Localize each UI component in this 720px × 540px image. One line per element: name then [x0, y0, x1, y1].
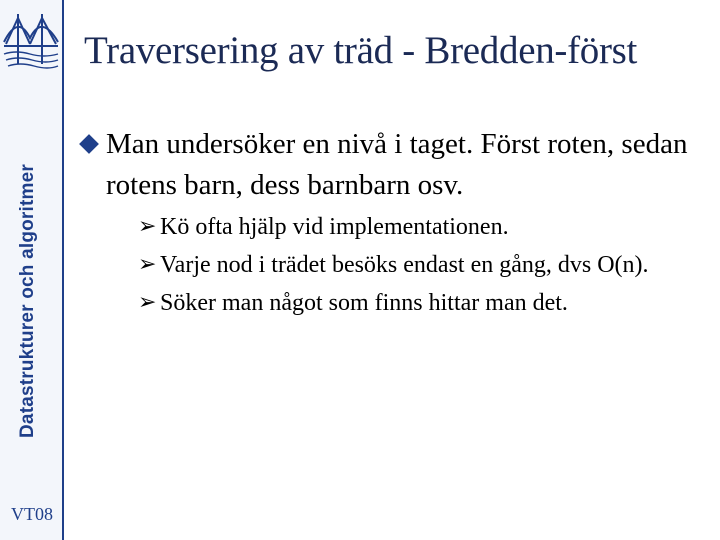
bullet-item	[78, 124, 698, 206]
arrow-bullet-icon: ➢	[138, 290, 157, 315]
sub-bullet-item	[138, 250, 698, 280]
slide-content	[78, 124, 698, 326]
sidebar	[0, 0, 64, 540]
sub-bullet-item	[138, 288, 698, 318]
sub-bullet-text: Kö ofta hjälp vid implementationen.	[160, 214, 509, 240]
arrow-bullet-icon: ➢	[138, 252, 157, 277]
sub-bullet-text: Varje nod i trädet besöks endast en gång, dvs O(n).	[160, 252, 649, 278]
sub-bullet-text: Söker man något som finns hittar man det.	[160, 290, 568, 316]
course-title-vertical: Datastrukturer och algoritmer	[17, 164, 38, 438]
course-code: VT08	[11, 504, 53, 524]
sub-bullet-item	[138, 212, 698, 242]
bridge-logo-icon	[2, 8, 60, 70]
arrow-bullet-icon: ➢	[138, 214, 157, 239]
bullet-text: Man undersöker en nivå i taget. Först roten, sedan rotens barn, dess barnbarn osv.	[106, 128, 688, 201]
diamond-bullet-icon	[79, 134, 99, 154]
slide-title: Traversering av träd - Bredden-först	[84, 29, 638, 72]
